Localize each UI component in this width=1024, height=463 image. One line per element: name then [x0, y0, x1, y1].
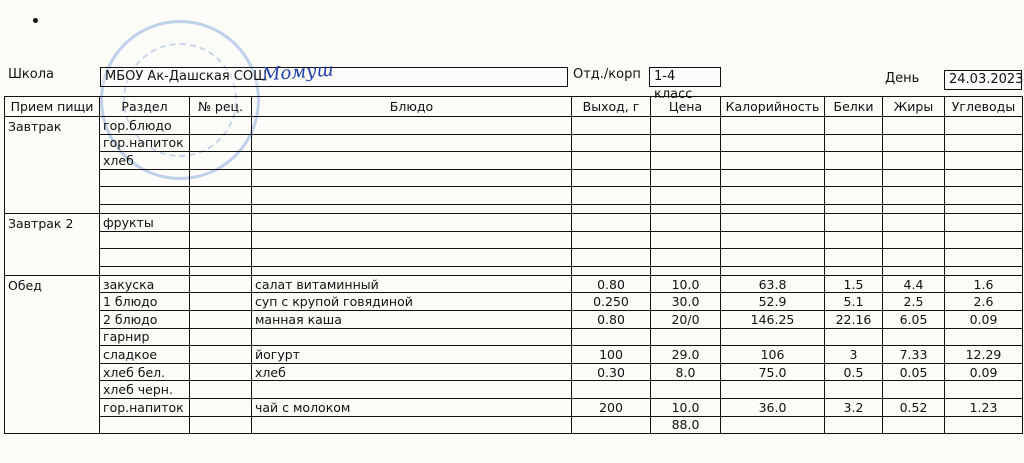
kcal-cell: 63.8: [721, 275, 825, 293]
price-cell: 20/0: [651, 310, 721, 328]
fat-cell: [883, 231, 945, 249]
col-header: Выход, г: [572, 97, 651, 117]
dish-cell: манная каша: [252, 310, 572, 328]
table-row: [5, 152, 1023, 170]
fat-cell: [883, 249, 945, 267]
dish-cell: [252, 381, 572, 399]
col-header: Раздел: [100, 97, 190, 117]
col-header: Цена: [651, 97, 721, 117]
col-header: Углеводы: [945, 97, 1023, 117]
kcal-cell: [721, 187, 825, 205]
yield-cell: [572, 328, 651, 346]
table-cell: [945, 204, 1023, 213]
meal-name: Завтрак 2: [5, 213, 100, 275]
yield-cell: [572, 117, 651, 135]
section-cell: гор.напиток: [100, 398, 190, 416]
carbs-cell: 2.6: [945, 293, 1023, 311]
table-row: [5, 204, 1023, 213]
carbs-cell: 0.09: [945, 310, 1023, 328]
dish-cell: хлеб: [252, 363, 572, 381]
table-row: [5, 213, 1023, 231]
table-cell: [572, 204, 651, 213]
dish-cell: [252, 328, 572, 346]
protein-cell: [825, 134, 883, 152]
price-cell: [651, 117, 721, 135]
dish-cell: салат витаминный: [252, 275, 572, 293]
protein-cell: [825, 231, 883, 249]
section-cell: [100, 231, 190, 249]
kcal-cell: [721, 249, 825, 267]
protein-cell: 3: [825, 346, 883, 364]
table-row: [5, 416, 1023, 434]
dish-cell: чай с молоком: [252, 398, 572, 416]
protein-cell: 22.16: [825, 310, 883, 328]
yield-cell: [572, 213, 651, 231]
day-label: День: [885, 71, 920, 86]
price-cell: 8.0: [651, 363, 721, 381]
col-header: Калорийность: [721, 97, 825, 117]
fat-cell: [883, 328, 945, 346]
dish-cell: суп с крупой говядиной: [252, 293, 572, 311]
table-cell: [190, 266, 252, 275]
section-cell: [100, 249, 190, 267]
fat-cell: [883, 117, 945, 135]
table-row: [5, 398, 1023, 416]
protein-cell: 5.1: [825, 293, 883, 311]
carbs-cell: [945, 213, 1023, 231]
recipe-number-cell: [190, 231, 252, 249]
price-cell: [651, 231, 721, 249]
kcal-cell: 75.0: [721, 363, 825, 381]
fat-cell: [883, 416, 945, 434]
kcal-cell: [721, 328, 825, 346]
section-cell: гор.блюдо: [100, 117, 190, 135]
section-cell: хлеб черн.: [100, 381, 190, 399]
protein-cell: [825, 328, 883, 346]
price-cell: 10.0: [651, 275, 721, 293]
carbs-cell: [945, 187, 1023, 205]
carbs-cell: [945, 152, 1023, 170]
dish-cell: [252, 117, 572, 135]
price-cell: [651, 213, 721, 231]
table-cell: [883, 266, 945, 275]
school-name-field: МБОУ Ак-Дашская СОШ: [100, 67, 568, 87]
kcal-cell: [721, 231, 825, 249]
recipe-number-cell: [190, 310, 252, 328]
table-cell: [883, 204, 945, 213]
table-row: [5, 187, 1023, 205]
col-header: № рец.: [190, 97, 252, 117]
yield-cell: [572, 231, 651, 249]
kcal-cell: [721, 134, 825, 152]
kcal-cell: 106: [721, 346, 825, 364]
dish-cell: йогурт: [252, 346, 572, 364]
protein-cell: 0.5: [825, 363, 883, 381]
date-field: 24.03.2023: [944, 70, 1022, 90]
col-header: Белки: [825, 97, 883, 117]
table-cell: [252, 204, 572, 213]
recipe-number-cell: [190, 293, 252, 311]
section-cell: фрукты: [100, 213, 190, 231]
yield-cell: 100: [572, 346, 651, 364]
dish-cell: [252, 152, 572, 170]
carbs-cell: 1.6: [945, 275, 1023, 293]
dish-cell: [252, 416, 572, 434]
fat-cell: 2.5: [883, 293, 945, 311]
price-cell: 88.0: [651, 416, 721, 434]
recipe-number-cell: [190, 169, 252, 187]
fat-cell: [883, 134, 945, 152]
table-cell: [825, 204, 883, 213]
yield-cell: 0.80: [572, 310, 651, 328]
fat-cell: 7.33: [883, 346, 945, 364]
protein-cell: [825, 249, 883, 267]
section-cell: хлеб бел.: [100, 363, 190, 381]
fat-cell: [883, 169, 945, 187]
price-cell: 29.0: [651, 346, 721, 364]
dish-cell: [252, 231, 572, 249]
yield-cell: 200: [572, 398, 651, 416]
section-cell: 1 блюдо: [100, 293, 190, 311]
carbs-cell: [945, 416, 1023, 434]
recipe-number-cell: [190, 249, 252, 267]
recipe-number-cell: [190, 117, 252, 135]
table-cell: [651, 204, 721, 213]
table-row: [5, 381, 1023, 399]
protein-cell: [825, 152, 883, 170]
kcal-cell: [721, 152, 825, 170]
carbs-cell: [945, 134, 1023, 152]
kcal-cell: 36.0: [721, 398, 825, 416]
recipe-number-cell: [190, 213, 252, 231]
table-cell: [572, 266, 651, 275]
section-cell: 2 блюдо: [100, 310, 190, 328]
table-row: [5, 363, 1023, 381]
dish-cell: [252, 169, 572, 187]
table-header-row: [5, 97, 1023, 117]
protein-cell: 1.5: [825, 275, 883, 293]
carbs-cell: [945, 231, 1023, 249]
kcal-cell: [721, 117, 825, 135]
yield-cell: 0.250: [572, 293, 651, 311]
recipe-number-cell: [190, 398, 252, 416]
section-cell: закуска: [100, 275, 190, 293]
yield-cell: [572, 381, 651, 399]
yield-cell: [572, 169, 651, 187]
protein-cell: [825, 117, 883, 135]
kcal-cell: [721, 416, 825, 434]
yield-cell: [572, 249, 651, 267]
price-cell: [651, 152, 721, 170]
table-cell: [100, 266, 190, 275]
dish-cell: [252, 187, 572, 205]
table-row: [5, 249, 1023, 267]
table-row: [5, 266, 1023, 275]
table-cell: [190, 204, 252, 213]
protein-cell: [825, 169, 883, 187]
table-row: [5, 293, 1023, 311]
table-cell: [721, 266, 825, 275]
section-cell: гор.напиток: [100, 134, 190, 152]
table-row: [5, 169, 1023, 187]
price-cell: [651, 249, 721, 267]
yield-cell: 0.30: [572, 363, 651, 381]
school-label: Школа: [8, 67, 54, 82]
recipe-number-cell: [190, 363, 252, 381]
section-cell: сладкое: [100, 346, 190, 364]
carbs-cell: [945, 169, 1023, 187]
table-cell: [721, 204, 825, 213]
kcal-cell: [721, 381, 825, 399]
carbs-cell: 0.09: [945, 363, 1023, 381]
dish-cell: [252, 249, 572, 267]
yield-cell: [572, 416, 651, 434]
yield-cell: 0.80: [572, 275, 651, 293]
col-header: Блюдо: [252, 97, 572, 117]
carbs-cell: 1.23: [945, 398, 1023, 416]
meal-name: Завтрак: [5, 117, 100, 214]
table-cell: [100, 204, 190, 213]
section-cell: [100, 187, 190, 205]
dept-field: 1-4 класс: [649, 67, 721, 87]
price-cell: [651, 381, 721, 399]
fat-cell: [883, 187, 945, 205]
section-cell: [100, 416, 190, 434]
price-cell: [651, 169, 721, 187]
handwritten-signature: Момуш: [261, 59, 335, 86]
table-cell: [945, 266, 1023, 275]
fat-cell: [883, 152, 945, 170]
recipe-number-cell: [190, 152, 252, 170]
table-row: [5, 310, 1023, 328]
table-row: [5, 117, 1023, 135]
recipe-number-cell: [190, 346, 252, 364]
bullet-mark: [33, 18, 38, 23]
table-cell: [651, 266, 721, 275]
kcal-cell: 146.25: [721, 310, 825, 328]
carbs-cell: 12.29: [945, 346, 1023, 364]
meal-name: Обед: [5, 275, 100, 433]
col-header: Жиры: [883, 97, 945, 117]
col-header: Прием пищи: [5, 97, 100, 117]
menu-table: [4, 96, 1023, 434]
protein-cell: [825, 213, 883, 231]
section-cell: хлеб: [100, 152, 190, 170]
fat-cell: 0.05: [883, 363, 945, 381]
yield-cell: [572, 134, 651, 152]
table-row: [5, 134, 1023, 152]
dish-cell: [252, 134, 572, 152]
table-row: [5, 275, 1023, 293]
fat-cell: [883, 381, 945, 399]
recipe-number-cell: [190, 275, 252, 293]
fat-cell: 6.05: [883, 310, 945, 328]
recipe-number-cell: [190, 134, 252, 152]
carbs-cell: [945, 249, 1023, 267]
carbs-cell: [945, 381, 1023, 399]
recipe-number-cell: [190, 328, 252, 346]
fat-cell: 4.4: [883, 275, 945, 293]
protein-cell: [825, 381, 883, 399]
price-cell: [651, 187, 721, 205]
fat-cell: [883, 213, 945, 231]
price-cell: [651, 134, 721, 152]
protein-cell: [825, 187, 883, 205]
kcal-cell: [721, 169, 825, 187]
table-row: [5, 328, 1023, 346]
protein-cell: 3.2: [825, 398, 883, 416]
carbs-cell: [945, 328, 1023, 346]
kcal-cell: [721, 213, 825, 231]
yield-cell: [572, 187, 651, 205]
section-cell: гарнир: [100, 328, 190, 346]
recipe-number-cell: [190, 381, 252, 399]
fat-cell: 0.52: [883, 398, 945, 416]
price-cell: 10.0: [651, 398, 721, 416]
dept-label: Отд./корп: [573, 67, 641, 82]
carbs-cell: [945, 117, 1023, 135]
section-cell: [100, 169, 190, 187]
kcal-cell: 52.9: [721, 293, 825, 311]
recipe-number-cell: [190, 416, 252, 434]
table-row: [5, 346, 1023, 364]
table-cell: [825, 266, 883, 275]
table-cell: [252, 266, 572, 275]
price-cell: 30.0: [651, 293, 721, 311]
table-row: [5, 231, 1023, 249]
recipe-number-cell: [190, 187, 252, 205]
protein-cell: [825, 416, 883, 434]
yield-cell: [572, 152, 651, 170]
dish-cell: [252, 213, 572, 231]
price-cell: [651, 328, 721, 346]
